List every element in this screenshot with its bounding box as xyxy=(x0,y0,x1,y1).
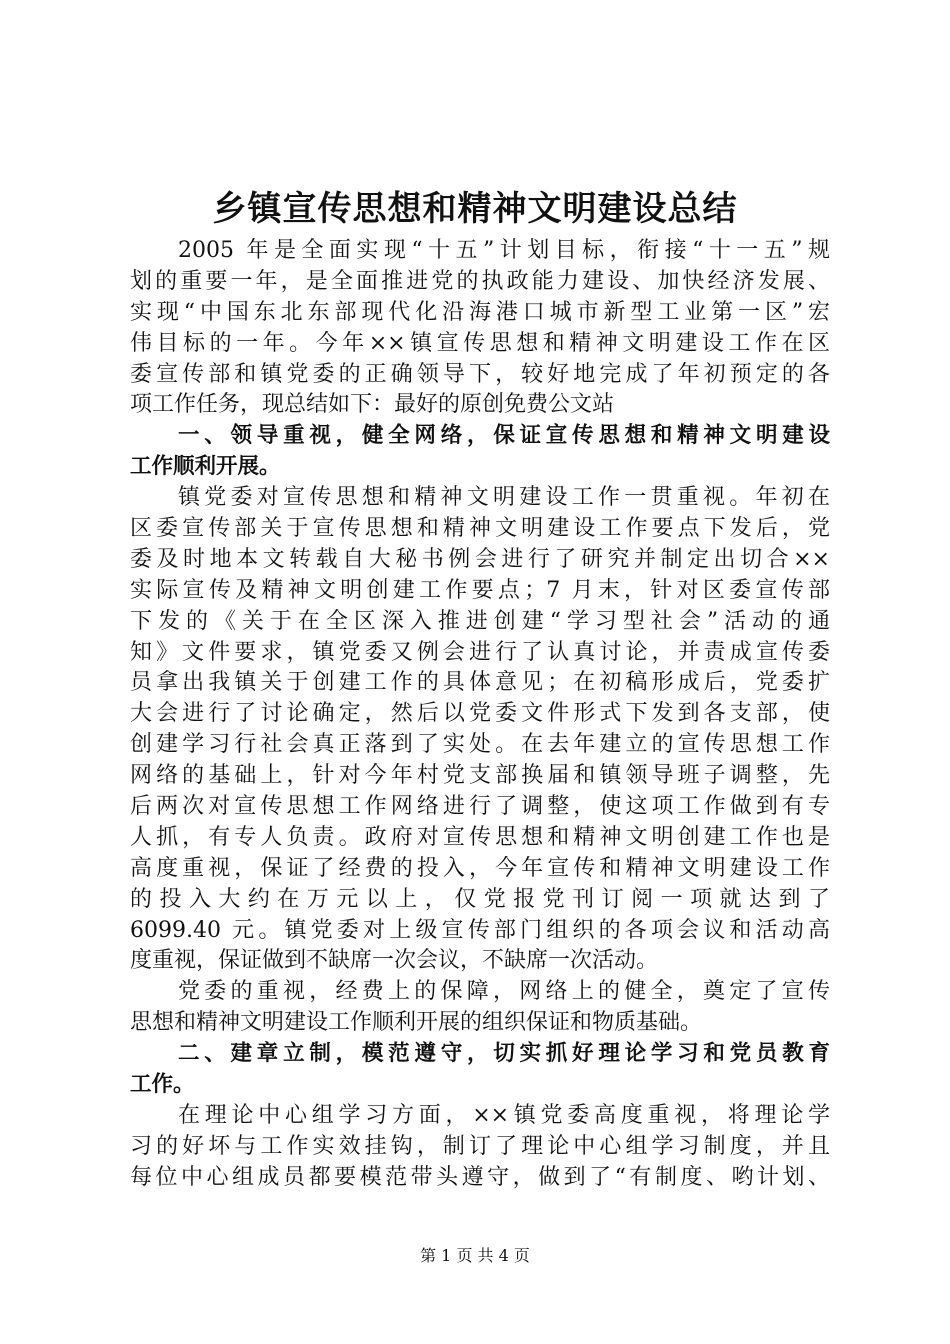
document-title: 乡镇宣传思想和精神文明建设总结 xyxy=(212,189,738,229)
paragraph-line: 每位中心组成员都要模范带头遵守，做到了“有制度、哟计划、 xyxy=(130,1164,830,1190)
paragraph-line: 委宣传部和镇党委的正确领导下，较好地完成了年初预定的各 xyxy=(130,361,830,387)
paragraph-line: 下发的《关于在全区深入推进创建“学习型社会”活动的通 xyxy=(130,608,830,634)
paragraph-line: 项工作任务，现总结如下：最好的原创免费公文站 xyxy=(130,392,615,418)
paragraph-line: 网络的基础上，针对今年村党支部换届和镇领导班子调整，先 xyxy=(130,763,830,789)
paragraph-line: 实际宣传及精神文明创建工作要点；7 月末，针对区委宣传部 xyxy=(130,577,830,603)
paragraph-line: 思想和精神文明建设工作顺利开展的组织保证和物质基础。 xyxy=(130,1010,703,1036)
section-heading-line: 二、建章立制，模范遵守，切实抓好理论学习和党员教育 xyxy=(178,1041,830,1067)
paragraph-line: 度重视，保证做到不缺席一次会议，不缺席一次活动。 xyxy=(130,948,659,974)
paragraph-line: 划的重要一年，是全面推进党的执政能力建设、加快经济发展、 xyxy=(130,268,830,294)
paragraph-line: 党委的重视，经费上的保障，网络上的健全，奠定了宣传 xyxy=(178,979,830,1005)
section-heading-line: 一、领导重视，健全网络，保证宣传思想和精神文明建设 xyxy=(178,423,830,449)
paragraph-line: 6099.40 元。镇党委对上级宣传部门组织的各项会议和活动高 xyxy=(130,917,830,943)
paragraph-line: 2005 年是全面实现“十五”计划目标，衔接“十一五”规 xyxy=(178,238,830,263)
paragraph-line: 委及时地本文转载自大秘书例会进行了研究并制定出切合×× xyxy=(130,546,830,572)
section-heading-line: 工作。 xyxy=(130,1072,195,1098)
paragraph-line: 区委宣传部关于宣传思想和精神文明建设工作要点下发后，党 xyxy=(130,516,830,542)
page-footer: 第 1 页 共 4 页 xyxy=(420,1246,530,1265)
paragraph-line: 知》文件要求，镇党委又例会进行了认真讨论，并责成宣传委 xyxy=(130,639,830,665)
paragraph-line: 大会进行了讨论确定，然后以党委文件形式下发到各支部，使 xyxy=(130,701,830,727)
paragraph-line: 习的好坏与工作实效挂钩，制订了理论中心组学习制度，并且 xyxy=(130,1133,830,1159)
paragraph-line: 后两次对宣传思想工作网络进行了调整，使这项工作做到有专 xyxy=(130,794,830,820)
document-body xyxy=(130,236,830,1194)
paragraph-line: 人抓，有专人负责。政府对宣传思想和精神文明创建工作也是 xyxy=(130,824,830,850)
paragraph-line: 镇党委对宣传思想和精神文明建设工作一贯重视。年初在 xyxy=(178,485,830,511)
paragraph-line: 实现“中国东北东部现代化沿海港口城市新型工业第一区”宏 xyxy=(130,299,830,325)
paragraph-line: 伟目标的一年。今年××镇宣传思想和精神文明建设工作在区 xyxy=(130,330,830,356)
paragraph-line: 创建学习行社会真正落到了实处。在去年建立的宣传思想工作 xyxy=(130,732,830,758)
paragraph-line: 高度重视，保证了经费的投入，今年宣传和精神文明建设工作 xyxy=(130,855,830,881)
section-heading-line: 工作顺利开展。 xyxy=(130,454,281,480)
paragraph-line: 员拿出我镇关于创建工作的具体意见；在初稿形成后，党委扩 xyxy=(130,670,830,696)
paragraph-line: 的投入大约在万元以上，仅党报党刊订阅一项就达到了 xyxy=(130,886,830,912)
paragraph-line: 在理论中心组学习方面，××镇党委高度重视，将理论学 xyxy=(178,1102,830,1128)
